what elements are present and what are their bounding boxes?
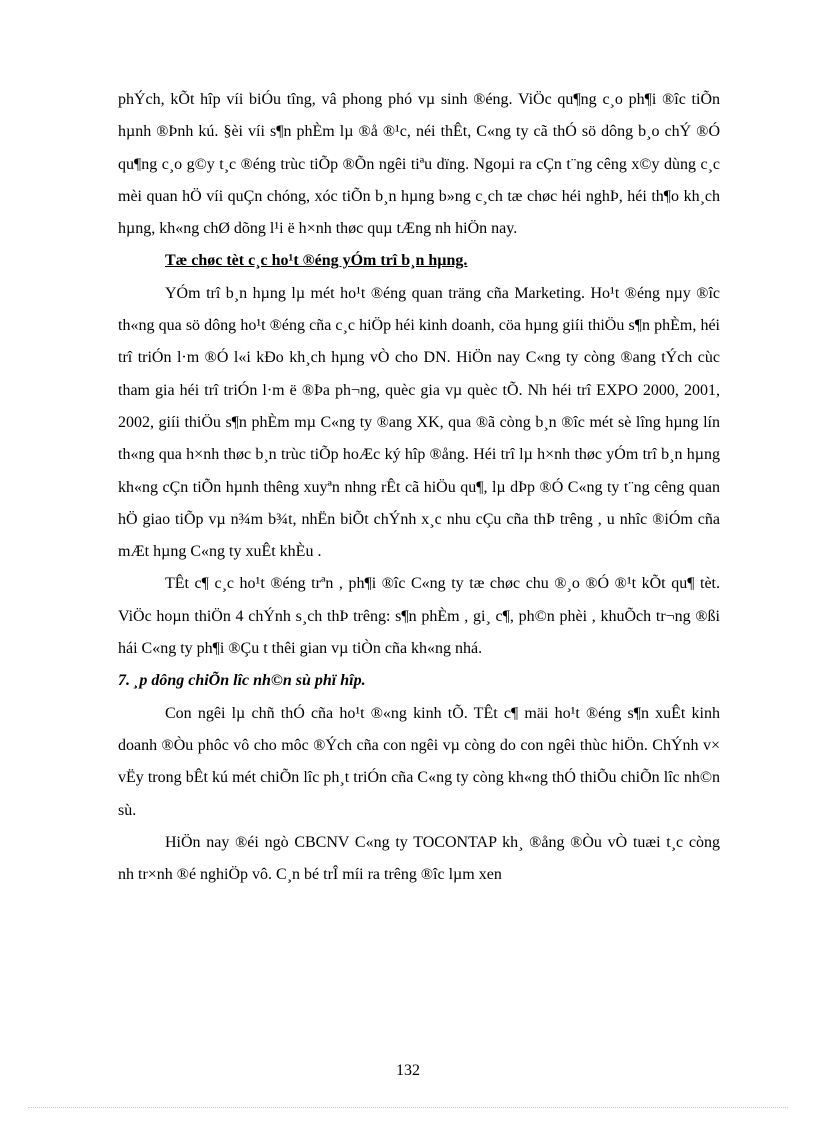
paragraph-advertising: phÝch, kÕt hîp víi biÓu tîng, vâ phong phó vµ sinh ®éng. ViÖc qu¶ng c¸o ph¶i ®îc tiÕn hµnh ®Þnh kú. §èi víi s¶n phÈm lµ ®å ®¹c, néi thÊt, C«ng ty cã thÓ sö dông b¸o chÝ ®Ó qu¶ng c¸o g©y t¸c ®éng trùc tiÕp ®Õn ngêi tiªu dïng. Ngoµi ra cÇn t¨ng cêng x©y dùng c¸c mèi quan hÖ víi quÇn chóng, xóc tiÕn b¸n hµng b»ng c¸ch tæ chøc héi nghÞ, héi th¶o kh¸ch hµng, kh«ng chØ dõng l¹i ë h×nh thøc quµ tÆng nh hiÖn nay. <box>118 91 720 238</box>
heading-section-7: 7. ¸p dông chiÕn lîc nh©n sù phï hîp. <box>118 672 366 690</box>
page-number: 132 <box>396 1062 420 1079</box>
heading-promotion: Tæ chøc tèt c¸c ho¹t ®éng yÓm trî b¸n hµng. <box>165 252 468 270</box>
paragraph-sales-promotion: YÓm trî b¸n hµng lµ mét ho¹t ®éng quan träng cña Marketing. Ho¹t ®éng nµy ®îc th«ng qua sö dông ho¹t ®éng cña c¸c hiÖp héi kinh doanh, cöa hµng giíi thiÖu s¶n phÈm, héi trî triÓn l·m ®Ó l«i kÐo kh¸ch hµng vÒ cho DN. HiÖn nay C«ng ty còng ®ang tÝch cùc tham gia héi trî triÓn l·m ë ®Þa ph¬ng, quèc gia vµ quèc tÕ. Nh héi trî EXPO 2000, 2001, 2002, giíi thiÖu s¶n phÈm mµ C«ng ty ®ang XK, qua ®ã còng b¸n ®îc mét sè lîng hµng lín th«ng qua h×nh thøc b¸n trùc tiÕp hoÆc ký hîp ®ång. Héi trî lµ h×nh thøc yÓm trî b¸n hµng kh«ng cÇn tiÕn hµnh thêng xuyªn nhng rÊt cã hiÖu qu¶, lµ dÞp ®Ó C«ng ty t¨ng cêng quan hÖ giao tiÕp vµ n¾m b¾t, nhËn biÕt chÝnh x¸c nhu cÇu cña thÞ trêng , u nhîc ®iÓm cña mÆt hµng C«ng ty xuÊt khÈu . <box>118 284 720 561</box>
paragraph-staff: HiÖn nay ®éi ngò CBCNV C«ng ty TOCONTAP kh¸ ®ång ®Òu vÒ tuæi t¸c còng nh tr×nh ®é nghiÖp vô. C¸n bé trÎ míi ra trêng ®îc lµm xen <box>118 833 720 884</box>
paragraph-human-resources: Con ngêi lµ chñ thÓ cña ho¹t ®«ng kinh tÕ. TÊt c¶ mäi ho¹t ®éng s¶n xuÊt kinh doanh ®Òu phôc vô cho môc ®Ých cña con ngêi vµ còng do con ngêi thùc hiÖn. ChÝnh v× vËy trong bÊt kú mét chiÕn lîc ph¸t triÓn cña C«ng ty còng kh«ng thÓ thiÕu chiÕn lîc nh©n sù. <box>118 704 720 819</box>
paragraph-activities-summary: TÊt c¶ c¸c ho¹t ®éng trªn , ph¶i ®îc C«ng ty tæ chøc chu ®¸o ®Ó ®¹t kÕt qu¶ tèt. ViÖc hoµn thiÖn 4 chÝnh s¸ch thÞ trêng: s¶n phÈm , gi¸ c¶, ph©n phèi , khuÕch tr¬ng ®ßi hái C«ng ty ph¶i ®Çu t thêi gian vµ tiÒn cña kh«ng nhá. <box>118 575 720 658</box>
body-text <box>118 84 720 891</box>
page-bottom-divider <box>28 1107 788 1108</box>
